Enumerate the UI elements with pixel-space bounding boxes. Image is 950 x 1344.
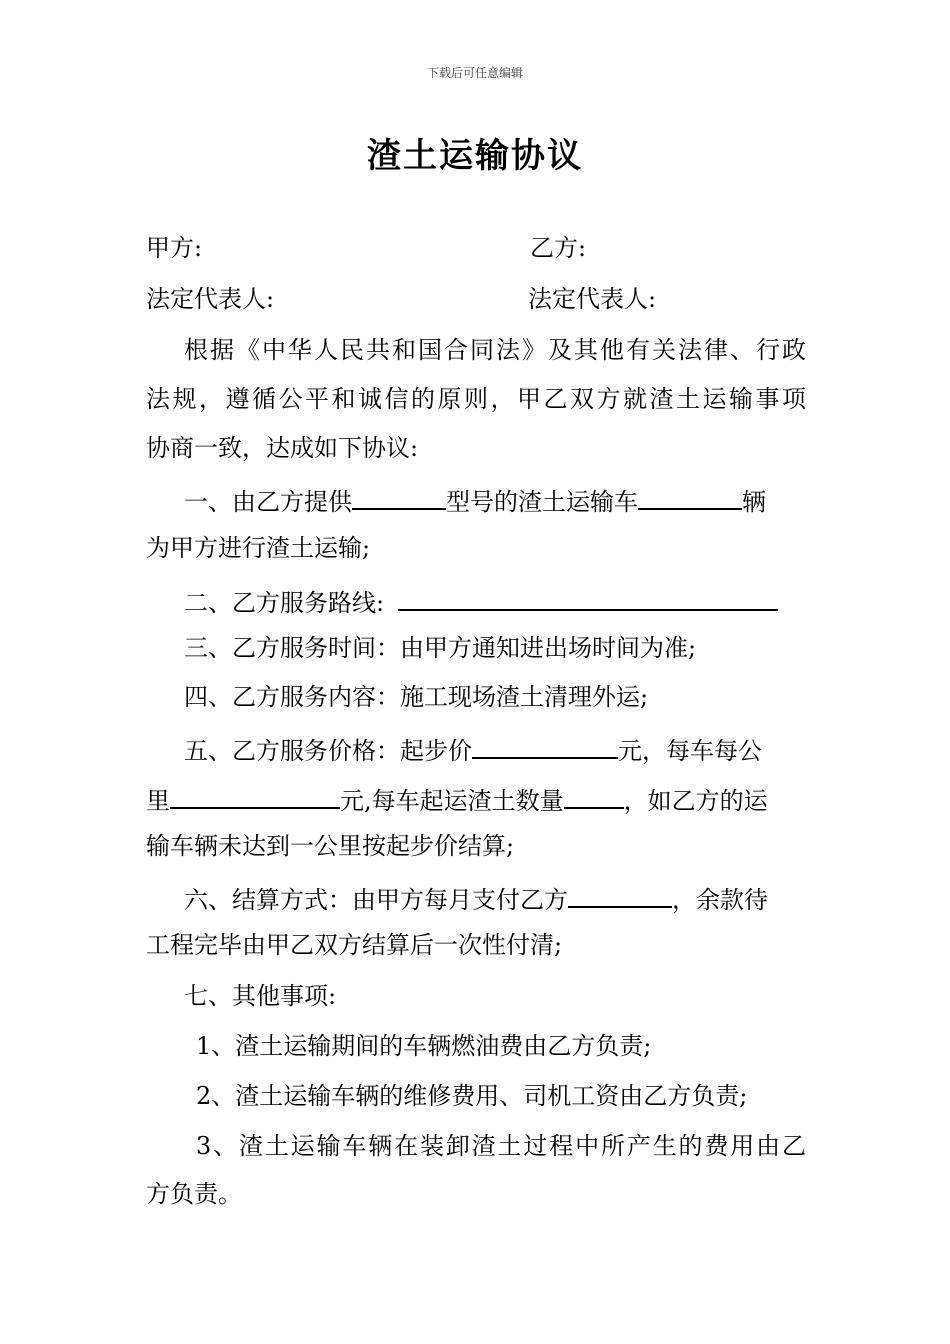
clause-5-text-b: 元，每车每公 xyxy=(618,737,762,765)
clause-6-text-b: ，余款待 xyxy=(672,886,768,914)
clause-5-text-a: 五、乙方服务价格：起步价 xyxy=(184,737,472,765)
clause-2-text: 二、乙方服务路线: xyxy=(184,589,385,617)
clause-1-line xyxy=(146,482,806,518)
party-line xyxy=(146,232,806,264)
clause-1-text-b: 型号的渣土运输车 xyxy=(446,488,638,516)
item-3-line: 3、渣土运输车辆在装卸渣土过程中所产生的费用由乙 xyxy=(196,1132,806,1160)
clause-5-text-d: 元,每车起运渣土数量 xyxy=(340,787,564,815)
model-blank[interactable] xyxy=(352,482,446,510)
clause-1-line-2: 为甲方进行渣土运输; xyxy=(146,534,371,562)
clause-5-text-c: 里 xyxy=(146,787,170,815)
clause-5-line xyxy=(146,731,806,767)
item-3-line-2: 方负责。 xyxy=(146,1180,242,1208)
clause-5-line-2 xyxy=(146,781,806,817)
representative-line xyxy=(146,283,806,315)
starting-price-blank[interactable] xyxy=(472,731,618,759)
intro-line-1: 根据《中华人民共和国合同法》及其他有关法律、行政 xyxy=(184,336,806,364)
rep-b-label: 法定代表人: xyxy=(528,285,657,313)
clause-1-text-c: 辆 xyxy=(742,488,766,516)
intro-line-2: 法规，遵循公平和诚信的原则，甲乙双方就渣土运输事项 xyxy=(146,385,806,413)
item-1-line: 1、渣土运输期间的车辆燃油费由乙方负责; xyxy=(196,1032,652,1060)
clause-5-text-e: ，如乙方的运 xyxy=(623,787,768,815)
clause-6-text-a: 六、结算方式：由甲方每月支付乙方 xyxy=(184,886,568,914)
rep-a-label: 法定代表人: xyxy=(146,285,275,313)
clause-1-text-a: 一、由乙方提供 xyxy=(184,488,352,516)
clause-7-line: 七、其他事项: xyxy=(184,982,337,1010)
party-b-label: 乙方: xyxy=(530,234,587,262)
per-km-price-blank[interactable] xyxy=(170,781,340,809)
quantity-blank[interactable] xyxy=(564,781,624,809)
intro-line-3: 协商一致，达成如下协议: xyxy=(146,434,419,462)
clause-5-line-3: 输车辆未达到一公里按起步价结算; xyxy=(146,832,515,860)
monthly-payment-blank[interactable] xyxy=(568,880,672,908)
vehicle-count-blank[interactable] xyxy=(638,482,742,510)
clause-2-line xyxy=(146,583,806,619)
clause-6-line xyxy=(146,880,806,916)
party-a-label: 甲方: xyxy=(146,234,203,262)
document-title: 渣土运输协议 xyxy=(367,136,583,176)
clause-3-line: 三、乙方服务时间：由甲方通知进出场时间为准; xyxy=(184,634,697,662)
clause-4-line: 四、乙方服务内容：施工现场渣土清理外运; xyxy=(184,683,649,711)
header-note: 下载后可任意编辑 xyxy=(426,66,523,80)
item-2-line: 2、渣土运输车辆的维修费用、司机工资由乙方负责; xyxy=(196,1082,748,1110)
clause-6-line-2: 工程完毕由甲乙双方结算后一次性付清; xyxy=(146,931,563,959)
route-blank[interactable] xyxy=(398,583,778,611)
